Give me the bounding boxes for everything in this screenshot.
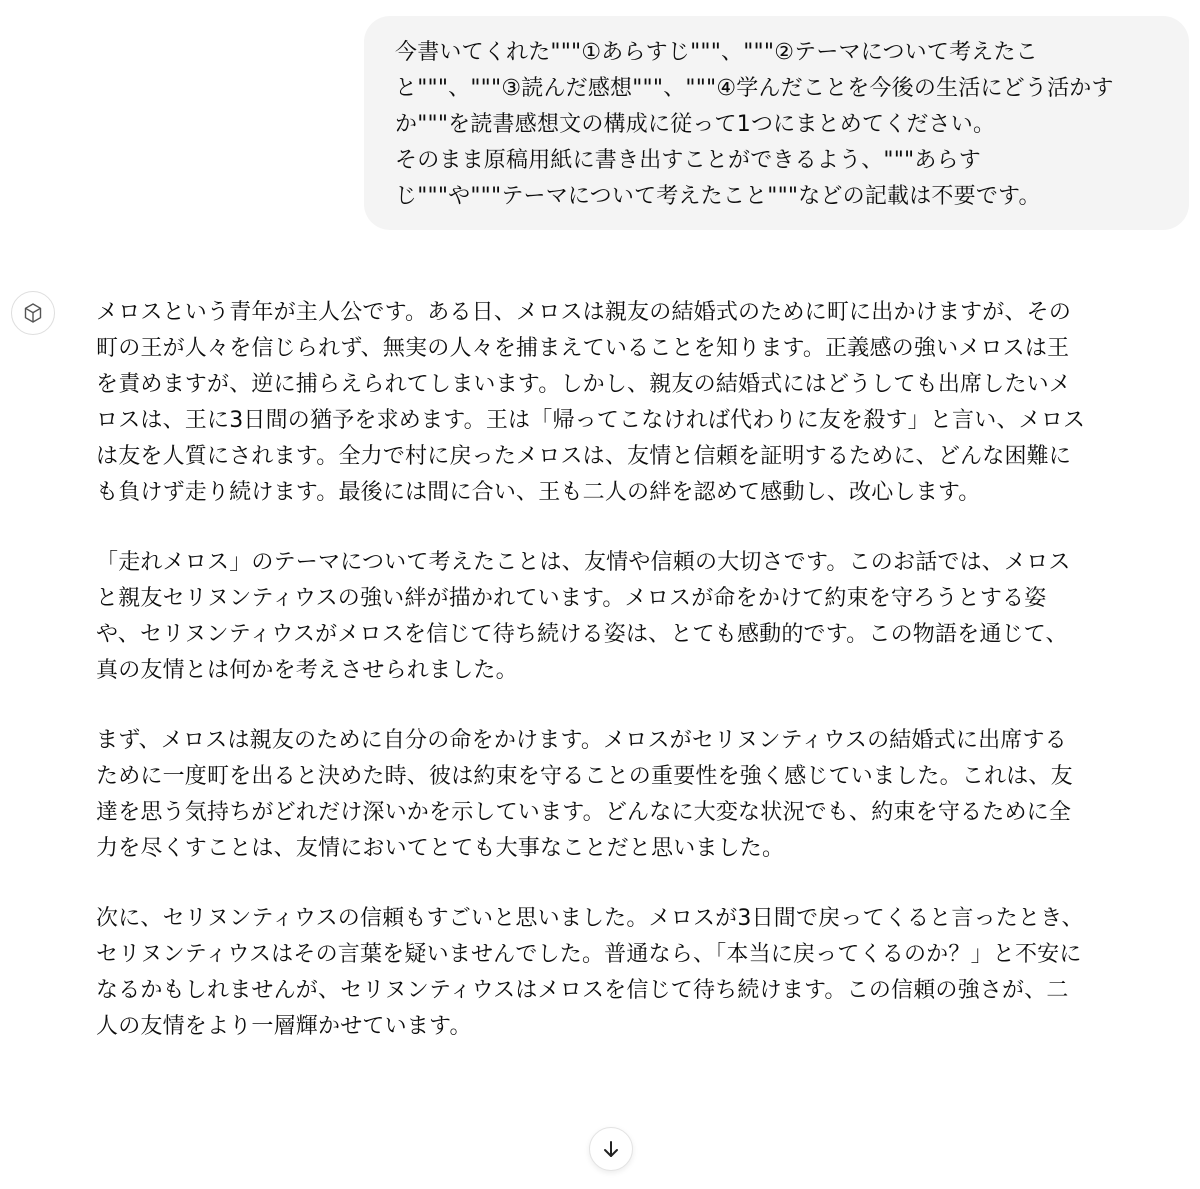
reply-line: セリヌンティウスはその言葉を疑いませんでした。普通なら、「本当に戻ってくるのか？」と不安に [96, 942, 1082, 967]
reply-line: 人の友情をより一層輝かせています。 [96, 1014, 472, 1039]
reply-line: 力を尽くすことは、友情においてとても大事なことだと思いました。 [96, 836, 785, 861]
user-message-bubble [364, 16, 1189, 230]
reply-line: なるかもしれませんが、セリヌンティウスはメロスを信じて待ち続けます。この信頼の強さが、二 [96, 978, 1069, 1003]
user-message-line: か"""を読書感想文の構成に従って1つにまとめてください。 [395, 112, 996, 137]
reply-paragraph [96, 295, 1196, 511]
assistant-message [96, 295, 1196, 1079]
reply-line: ために一度町を出ると決めた時、彼は約束を守ることの重要性を強く感じていました。これは、友 [96, 764, 1073, 789]
reply-paragraph [96, 723, 1196, 867]
openai-logo-icon [21, 301, 45, 325]
arrow-down-icon [600, 1138, 622, 1160]
reply-line: を責めますが、逆に捕らえられてしまいます。しかし、親友の結婚式にはどうしても出席したいメ [96, 372, 1072, 397]
reply-line: ロスは、王に3日間の猶予を求めます。王は「帰ってこなければ代わりに友を殺す」と言い、メロス [96, 408, 1086, 433]
user-message-line: じ"""や"""テーマについて考えたこと"""などの記載は不要です。 [395, 184, 1041, 209]
reply-line: まず、メロスは親友のために自分の命をかけます。メロスがセリヌンティウスの結婚式に出席する [96, 728, 1067, 753]
user-message-line: 今書いてくれた"""①あらすじ"""、"""②テーマについて考えたこ [395, 40, 1038, 65]
scroll-to-bottom-button[interactable] [589, 1127, 633, 1171]
reply-line: 町の王が人々を信じられず、無実の人々を捕まえていることを知ります。正義感の強いメロスは王 [96, 336, 1070, 361]
reply-paragraph [96, 901, 1196, 1045]
reply-line: 次に、セリヌンティウスの信頼もすごいと思いました。メロスが3日間で戻ってくると言ったとき、 [96, 906, 1084, 931]
user-message-line: そのまま原稿用紙に書き出すことができるよう、"""あらす [395, 148, 981, 173]
reply-line: も負けず走り続けます。最後には間に合い、王も二人の絆を認めて感動し、改心します。 [96, 480, 981, 505]
user-message-line: と"""、"""③読んだ感想"""、"""④学んだことを今後の生活にどう活かす [395, 76, 1114, 101]
reply-line: や、セリヌンティウスがメロスを信じて待ち続ける姿は、とても感動的です。この物語を通じて、 [96, 622, 1068, 647]
reply-line: 真の友情とは何かを考えさせられました。 [96, 658, 518, 683]
reply-line: 達を思う気持ちがどれだけ深いかを示しています。どんなに大変な状況でも、約束を守るために全 [96, 800, 1072, 825]
reply-line: 「走れメロス」のテーマについて考えたことは、友情や信頼の大切さです。このお話では、メロス [96, 550, 1071, 575]
assistant-avatar [11, 291, 55, 335]
reply-line: は友を人質にされます。全力で村に戻ったメロスは、友情と信頼を証明するために、どんな困難に [96, 444, 1072, 469]
reply-line: メロスという青年が主人公です。ある日、メロスは親友の結婚式のために町に出かけますが、その [96, 300, 1072, 325]
reply-line: と親友セリヌンティウスの強い絆が描かれています。メロスが命をかけて約束を守ろうとする姿 [96, 586, 1047, 611]
reply-paragraph [96, 545, 1196, 689]
